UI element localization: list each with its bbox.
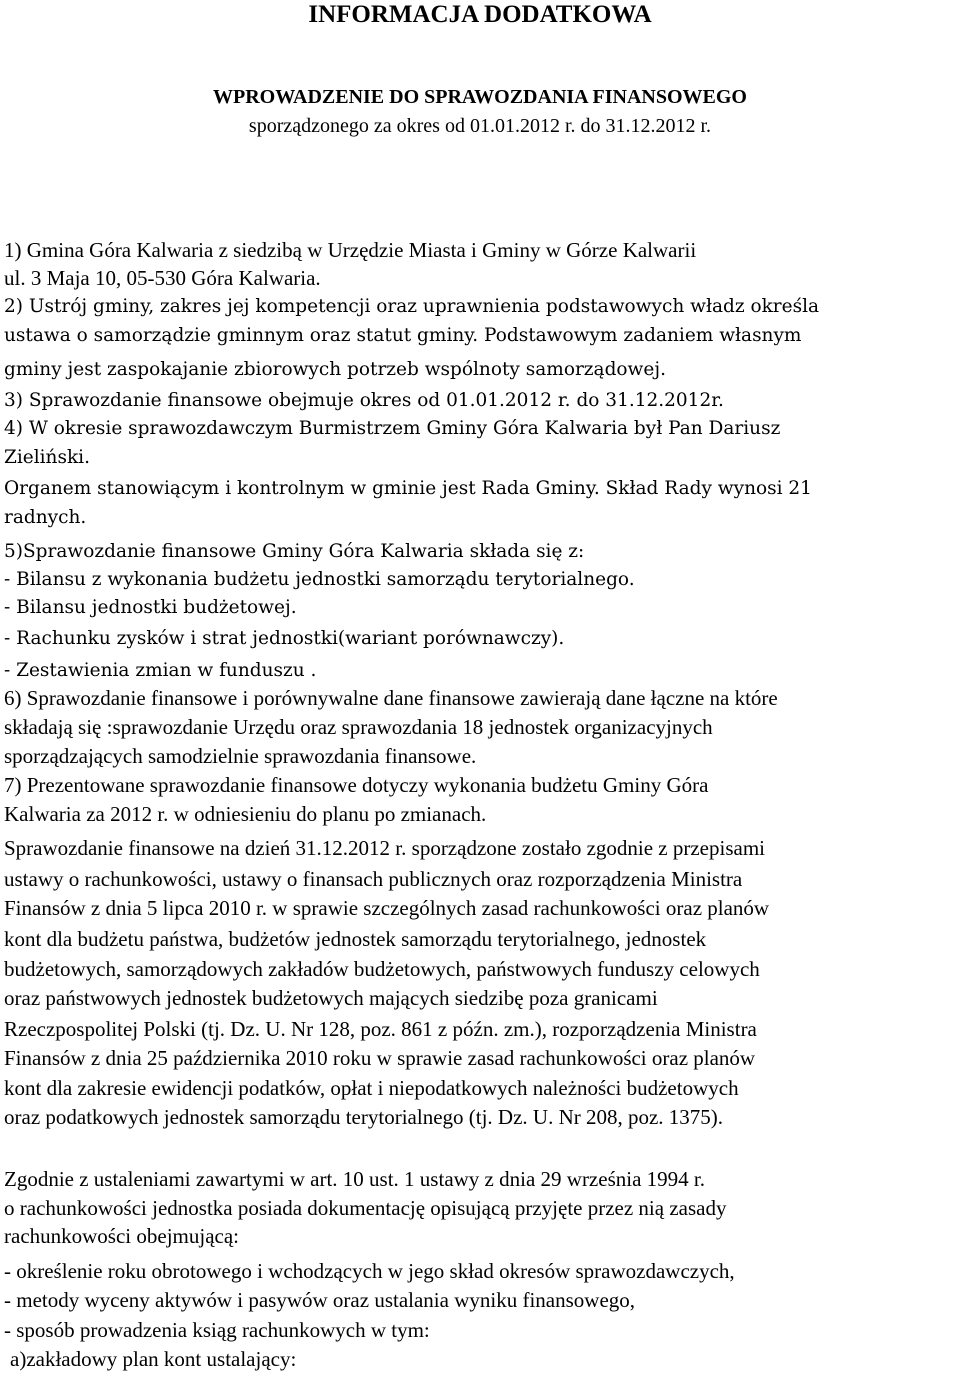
- text-line: 3) Sprawozdanie finansowe obejmuje okres od 01.01.2012 r. do 31.12.2012r.: [4, 390, 724, 411]
- text-line: kont dla budżetu państwa, budżetów jednostek samorządu terytorialnego, jednostek: [4, 927, 707, 951]
- text-line: radnych.: [4, 507, 87, 528]
- text-line: o rachunkowości jednostka posiada dokumentację opisującą przyjęte przez nią zasady: [4, 1196, 727, 1220]
- text-line: - Bilansu z wykonania budżetu jednostki samorządu terytorialnego.: [4, 569, 635, 590]
- text-line: 2) Ustrój gminy, zakres jej kompetencji oraz uprawnienia podstawowych władz określa: [4, 296, 820, 317]
- text-line: oraz państwowych jednostek budżetowych mających siedzibę poza granicami: [4, 986, 658, 1010]
- reporting-period: sporządzonego za okres od 01.01.2012 r. do 31.12.2012 r.: [248, 115, 712, 137]
- text-line: - metody wyceny aktywów i pasywów oraz ustalania wyniku finansowego,: [4, 1288, 636, 1312]
- text-line: Finansów z dnia 5 lipca 2010 r. w sprawie szczególnych zasad rachunkowości oraz planów: [4, 896, 770, 920]
- text-line: - sposób prowadzenia ksiąg rachunkowych w tym:: [4, 1318, 430, 1342]
- text-line: sporządzających samodzielnie sprawozdania finansowe.: [4, 744, 477, 768]
- text-line: Finansów z dnia 25 października 2010 roku w sprawie zasad rachunkowości oraz planów: [4, 1046, 756, 1070]
- text-line: oraz podatkowych jednostek samorządu terytorialnego (tj. Dz. U. Nr 208, poz. 1375).: [4, 1105, 724, 1129]
- page-title: INFORMACJA DODATKOWA: [308, 1, 652, 28]
- text-line: - Bilansu jednostki budżetowej.: [4, 597, 297, 618]
- text-line: 6) Sprawozdanie finansowe i porównywalne dane finansowe zawierają dane łączne na które: [4, 686, 778, 710]
- text-line: Organem stanowiącym i kontrolnym w gminie jest Rada Gminy. Skład Rady wynosi 21: [4, 478, 812, 499]
- text-line: ustawa o samorządzie gminnym oraz statut gminy. Podstawowym zadaniem własnym: [4, 325, 802, 346]
- text-line: ul. 3 Maja 10, 05-530 Góra Kalwaria.: [4, 266, 321, 290]
- text-line: Zgodnie z ustaleniami zawartymi w art. 10 ust. 1 ustawy z dnia 29 września 1994 r.: [4, 1167, 705, 1191]
- text-line: - Zestawienia zmian w funduszu .: [4, 660, 317, 681]
- text-line: Zieliński.: [4, 447, 90, 468]
- text-line: - Rachunku zysków i strat jednostki(wariant porównawczy).: [4, 628, 565, 649]
- text-line: Rzeczpospolitej Polski (tj. Dz. U. Nr 128, poz. 861 z późn. zm.), rozporządzenia Ministra: [4, 1017, 757, 1041]
- text-line: budżetowych, samorządowych zakładów budżetowych, państwowych funduszy celowych: [4, 957, 760, 981]
- text-line: - określenie roku obrotowego i wchodzących w jego skład okresów sprawozdawczych,: [4, 1259, 735, 1283]
- text-line: a)zakładowy plan kont ustalający:: [10, 1347, 297, 1371]
- text-line: rachunkowości obejmującą:: [4, 1224, 239, 1248]
- text-line: 1) Gmina Góra Kalwaria z siedzibą w Urzędzie Miasta i Gminy w Górze Kalwarii: [4, 238, 697, 262]
- text-line: 5)Sprawozdanie finansowe Gminy Góra Kalwaria składa się z:: [4, 541, 585, 562]
- document-subtitle: WPROWADZENIE DO SPRAWOZDANIA FINANSOWEGO: [213, 86, 747, 108]
- text-line: Kalwaria za 2012 r. w odniesieniu do planu po zmianach.: [4, 802, 487, 826]
- text-line: 7) Prezentowane sprawozdanie finansowe dotyczy wykonania budżetu Gminy Góra: [4, 773, 709, 797]
- text-line: kont dla zakresie ewidencji podatków, opłat i niepodatkowych należności budżetowych: [4, 1076, 739, 1100]
- text-line: 4) W okresie sprawozdawczym Burmistrzem Gminy Góra Kalwaria był Pan Dariusz: [4, 418, 781, 439]
- text-line: gminy jest zaspokajanie zbiorowych potrzeb wspólnoty samorządowej.: [4, 359, 666, 380]
- text-line: Sprawozdanie finansowe na dzień 31.12.2012 r. sporządzone zostało zgodnie z przepisami: [4, 836, 766, 860]
- text-line: składają się :sprawozdanie Urzędu oraz sprawozdania 18 jednostek organizacyjnych: [4, 715, 713, 739]
- text-line: ustawy o rachunkowości, ustawy o finansach publicznych oraz rozporządzenia Ministra: [4, 867, 743, 891]
